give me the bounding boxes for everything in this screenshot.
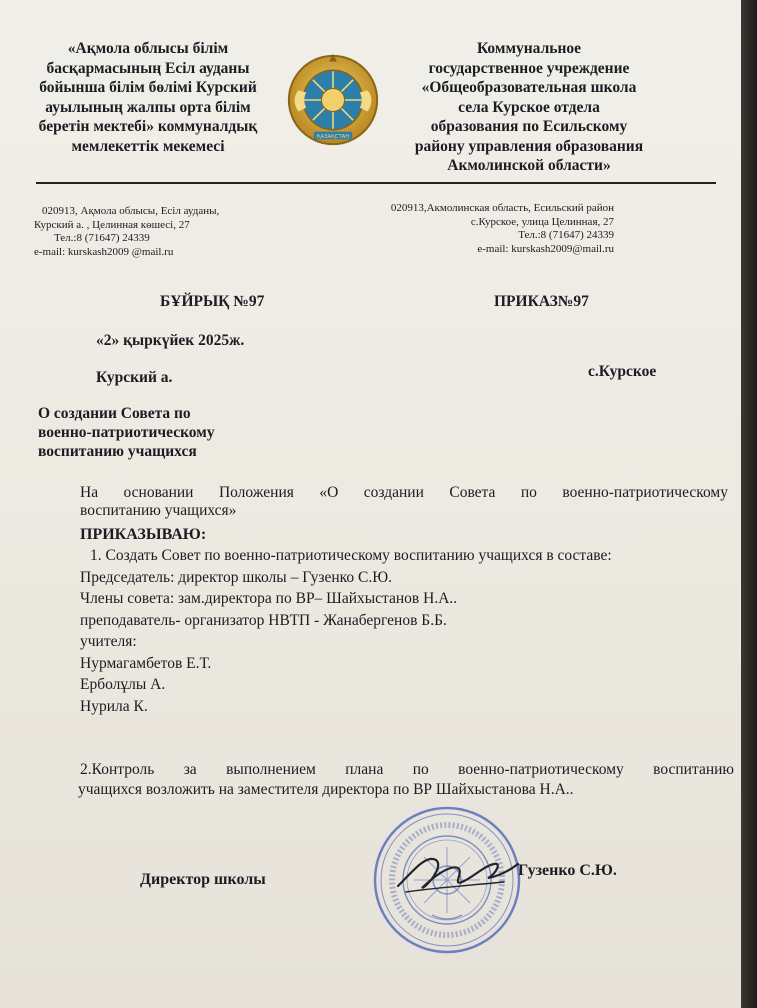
order-subject [38, 404, 215, 461]
header-ru-line: государственное учреждение [428, 59, 630, 77]
order-subject-line: военно-патриотическому [38, 424, 215, 441]
header-ru-line: образования по Есильскому [430, 118, 628, 135]
header-kz [14, 39, 282, 156]
order-basis [80, 484, 728, 520]
header-kz-line: бойынша білім бөлімі Курский [39, 79, 257, 96]
signature-name: Гузенко С.Ю. [518, 862, 617, 879]
address-ru-line: e-mail: kurskash2009@mail.ru [477, 242, 614, 255]
header-ru-line: села Курское отдела [458, 98, 600, 116]
header-kz-line: беретін мектебі» коммуналдық [38, 118, 258, 135]
order-place-ru: с.Курское [588, 363, 657, 380]
address-ru-line: Тел.:8 (71647) 24339 [518, 229, 614, 241]
address-kz [34, 205, 264, 259]
address-kz-line: Тел.:8 (71647) 24339 [54, 232, 150, 244]
order-control-line: 2.Контроль за выполнением плана по военно-патриотическому воспитанию [80, 761, 734, 778]
order-item: 1. Создать Совет по военно-патриотическому воспитанию учащихся в составе: [90, 547, 612, 564]
header-ru-line: Коммунальное [476, 40, 582, 57]
header-kz-line: мемлекеттік мекемесі [71, 137, 225, 155]
order-control [80, 760, 734, 800]
header-ru-line: району управления образования [414, 137, 644, 155]
order-basis-line: На основании Положения «О создании Совета по военно-патриотическому [80, 484, 728, 501]
order-basis-line: воспитанию учащихся» [80, 502, 237, 519]
order-item: учителя: [80, 633, 137, 650]
header-kz-line: ауылының жалпы орта білім [45, 98, 251, 116]
header-ru-line: Акмолинской области» [447, 157, 611, 174]
order-item: Председатель: директор школы – Гузенко С.Ю. [80, 568, 393, 586]
address-kz-line: 020913, Ақмола облысы, Есіл ауданы, [42, 205, 220, 217]
header-ru-line: «Общеобразовательная школа [421, 79, 637, 96]
order-item: преподаватель- организатор НВТП - Жанабергенов Б.Б. [80, 611, 447, 629]
order-subject-line: воспитанию учащихся [38, 443, 197, 460]
address-kz-line: e-mail: kurskash2009 @mail.ru [34, 245, 174, 258]
emblem-text: ҚАЗАҚСТАН [316, 133, 350, 140]
header-kz-line: «Ақмола облысы білім [67, 40, 229, 57]
order-title-ru: ПРИКАЗ№97 [494, 293, 589, 310]
signature-role: Директор школы [140, 871, 266, 888]
order-place-kz: Курский а. [96, 369, 173, 386]
address-ru-line: с.Курское, улица Целинная, 27 [470, 215, 614, 228]
order-subject-line: О создании Совета по [38, 405, 191, 422]
address-kz-line: Курский а. , Целинная көшесі, 27 [34, 218, 190, 231]
header-ru [394, 39, 664, 176]
order-command: ПРИКАЗЫВАЮ: [80, 526, 207, 543]
order-item: Ерболұлы А. [80, 676, 166, 693]
state-emblem-icon [284, 52, 382, 148]
order-date: «2» қыркүйек 2025ж. [96, 332, 245, 349]
address-ru [364, 202, 614, 256]
handwritten-signature [392, 842, 522, 902]
order-control-line: учащихся возложить на заместителя директора по ВР Шайхыстанова Н.А.. [78, 781, 574, 798]
header-divider [36, 182, 716, 184]
order-item: Нурила К. [80, 697, 148, 715]
order-title-kz: БҰЙРЫҚ №97 [160, 293, 265, 310]
order-item: Члены совета: зам.директора по ВР– Шайхыстанов Н.А.. [80, 590, 458, 607]
paper-edge-shadow [741, 0, 757, 1008]
header-kz-line: басқармасының Есіл ауданы [46, 59, 250, 77]
address-ru-line: 020913,Акмолинская область, Есильский район [390, 202, 614, 214]
order-item: Нурмагамбетов Е.Т. [80, 654, 212, 672]
order-items [80, 545, 612, 717]
